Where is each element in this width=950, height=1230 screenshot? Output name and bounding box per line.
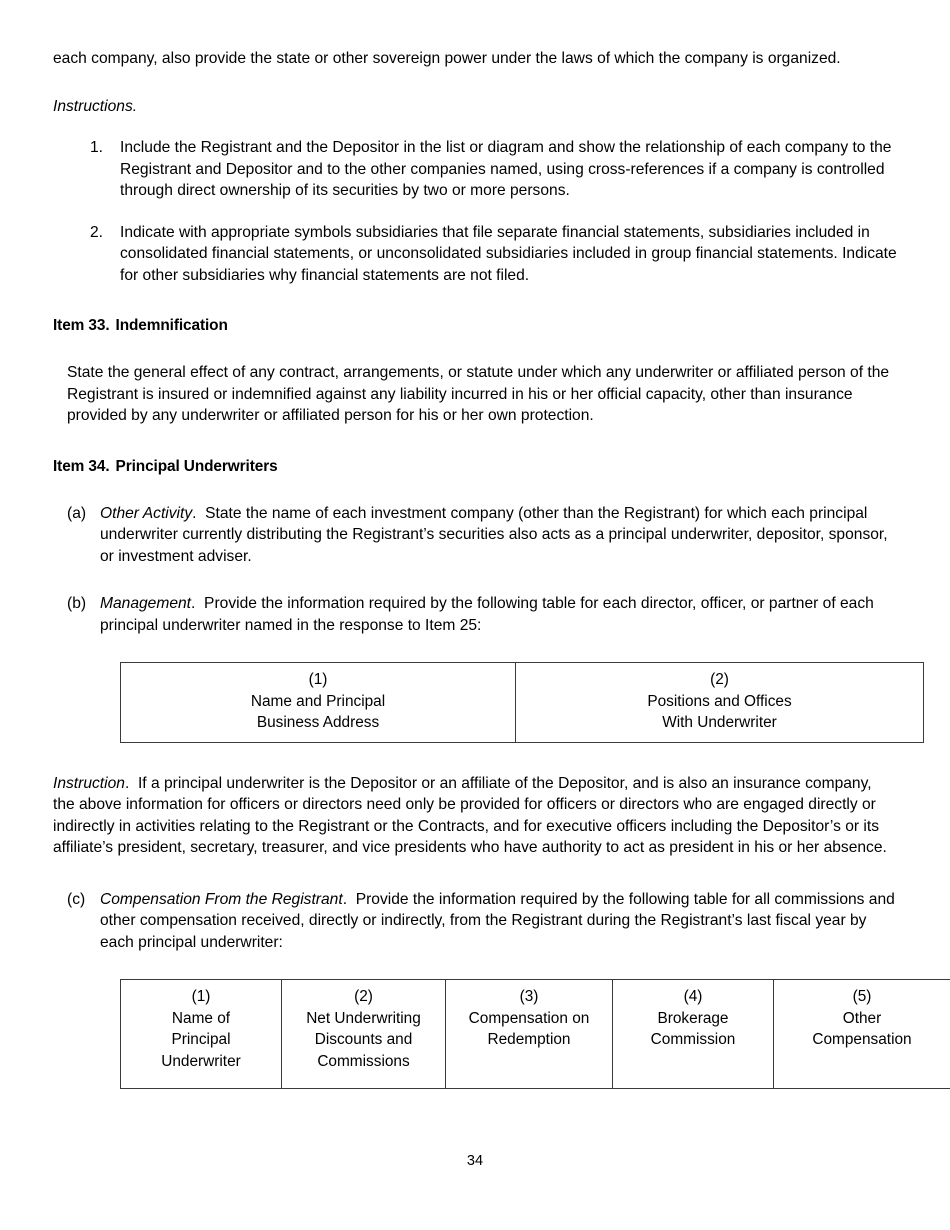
list-item bbox=[67, 889, 897, 954]
section-title: Principal Underwriters bbox=[115, 457, 278, 475]
table-header-cell-1 bbox=[121, 663, 516, 743]
spacer bbox=[53, 117, 897, 137]
spacer bbox=[53, 636, 897, 662]
column-label-line: Principal bbox=[171, 1031, 231, 1048]
column-label-line: Positions and Offices bbox=[647, 692, 792, 710]
spacer bbox=[53, 286, 897, 316]
column-number: (1) bbox=[191, 988, 211, 1005]
column-number: (4) bbox=[683, 988, 703, 1005]
spacer bbox=[53, 477, 897, 503]
section-heading-item-34 bbox=[53, 457, 897, 477]
column-number: (3) bbox=[519, 988, 539, 1005]
column-label-line: With Underwriter bbox=[662, 714, 777, 731]
column-label-line: Other bbox=[842, 1009, 882, 1027]
list-marker: (c) bbox=[67, 890, 86, 908]
column-number: (1) bbox=[308, 671, 328, 688]
spacer bbox=[53, 953, 897, 979]
page-content bbox=[53, 48, 912, 1089]
column-number: (5) bbox=[852, 988, 872, 1005]
table-header-cell-2 bbox=[516, 663, 924, 743]
management-table bbox=[120, 662, 924, 743]
section-number: Item 33. bbox=[53, 317, 110, 334]
spacer bbox=[53, 427, 897, 457]
subsection-lead-in: Other Activity bbox=[100, 504, 193, 522]
item-33-body: State the general effect of any contract, arrangements, or statute under which any underwriter or affiliated person of the Registrant is insured or indemnified against any liability incurred in his or her official capacity, other than insurance provided by any underwriter or affiliated person for his or her own protection. bbox=[67, 364, 890, 424]
list-item bbox=[80, 222, 897, 287]
column-label-line: Compensation bbox=[812, 1031, 912, 1048]
subsection-text: Provide the information required by the following table for all commissions and other compensation received, directly or indirectly, from the Registrant during the Registrant’s last fiscal year by each principal underwriter: bbox=[100, 890, 895, 951]
column-label-line: Underwriter bbox=[161, 1052, 241, 1070]
spacer bbox=[53, 743, 897, 773]
section-number: Item 34. bbox=[53, 457, 110, 475]
list-item-text: Indicate with appropriate symbols subsidiaries that file separate financial statements, subsidiaries included in consolidated financial statements, or unconsolidated subsidiaries included in group financial statements. Indicate for other subsidiaries why financial statements are not filed. bbox=[120, 223, 897, 284]
instruction-text: If a principal underwriter is the Depositor or an affiliate of the Depositor, and is also an insurance company, the above information for officers or directors need only be provided for officers or directors who are engaged directly or indirectly in activities relating to the Registrant or the Contracts, and for executive officers including the Depositor’s or its affiliate’s president, secretary, treasurer, and vice presidents who have authority to act as president in his or her absence. bbox=[53, 774, 887, 856]
spacer bbox=[53, 336, 897, 362]
spacer bbox=[53, 859, 897, 889]
table-header-cell-4 bbox=[613, 980, 774, 1089]
list-item bbox=[67, 593, 897, 636]
column-label-line: Redemption bbox=[487, 1031, 571, 1048]
item-34-subsection-b bbox=[53, 593, 897, 636]
instructions-label: Instructions. bbox=[53, 97, 138, 115]
list-marker: 1. bbox=[90, 139, 104, 156]
subsection-lead-in: Compensation From the Registrant bbox=[100, 890, 343, 908]
subsection-text: State the name of each investment company (other than the Registrant) for which each principal underwriter currently distributing the Registrant’s securities also acts as a principal underwriter, depositor, sponsor, or investment adviser. bbox=[100, 504, 888, 565]
column-label-line: Name of bbox=[171, 1009, 231, 1027]
column-label-line: Brokerage bbox=[657, 1009, 729, 1027]
column-label-line: Name and Principal bbox=[250, 692, 386, 710]
table-row bbox=[121, 980, 950, 1089]
column-label-line: Commission bbox=[650, 1031, 736, 1048]
item-34-subsection-c bbox=[53, 889, 897, 954]
subsection-lead-punctuation: . bbox=[191, 595, 196, 612]
list-item bbox=[80, 137, 897, 202]
column-label-line: Commissions bbox=[317, 1052, 410, 1070]
column-number: (2) bbox=[710, 671, 729, 688]
list-item bbox=[67, 503, 897, 568]
subsection-lead-punctuation: . bbox=[342, 890, 348, 908]
list-marker: (a) bbox=[67, 504, 87, 522]
column-number: (2) bbox=[354, 988, 373, 1005]
spacer bbox=[53, 567, 897, 593]
list-item-text: Include the Registrant and the Depositor in the list or diagram and show the relationship of each company to the Registrant and Depositor and to the other companies named, using cross-references if a company is controlled through direct ownership of its securities by two or more persons. bbox=[120, 139, 892, 199]
subsection-lead-punctuation: . bbox=[192, 504, 197, 522]
spacer bbox=[53, 70, 897, 96]
column-label-line: Compensation on bbox=[468, 1009, 590, 1027]
page-number: 34 bbox=[466, 1153, 484, 1169]
table-row bbox=[121, 663, 924, 743]
instructions-list bbox=[53, 137, 897, 286]
table-header-cell-3 bbox=[446, 980, 613, 1089]
table-header-cell-5 bbox=[774, 980, 950, 1089]
list-marker: (b) bbox=[67, 595, 87, 612]
item-34-instruction bbox=[53, 773, 897, 859]
item-34-subsection-a bbox=[53, 503, 897, 568]
subsection-lead-in: Management bbox=[100, 595, 192, 612]
section-title: Indemnification bbox=[115, 317, 228, 334]
column-label-line: Net Underwriting bbox=[306, 1009, 421, 1027]
continuation-paragraph: each company, also provide the state or other sovereign power under the laws of which the company is organized. bbox=[53, 50, 841, 67]
instruction-lead-punctuation: . bbox=[124, 774, 130, 792]
section-heading-item-33 bbox=[53, 316, 897, 336]
column-label-line: Business Address bbox=[256, 714, 380, 731]
instruction-lead-in: Instruction bbox=[53, 774, 125, 792]
table-header-cell-1 bbox=[121, 980, 282, 1089]
compensation-table bbox=[120, 979, 950, 1089]
column-label-line: Discounts and bbox=[314, 1031, 413, 1048]
subsection-text: Provide the information required by the following table for each director, officer, or partner of each principal underwriter named in the response to Item 25: bbox=[100, 595, 874, 634]
list-marker: 2. bbox=[90, 223, 104, 241]
table-header-cell-2 bbox=[282, 980, 446, 1089]
